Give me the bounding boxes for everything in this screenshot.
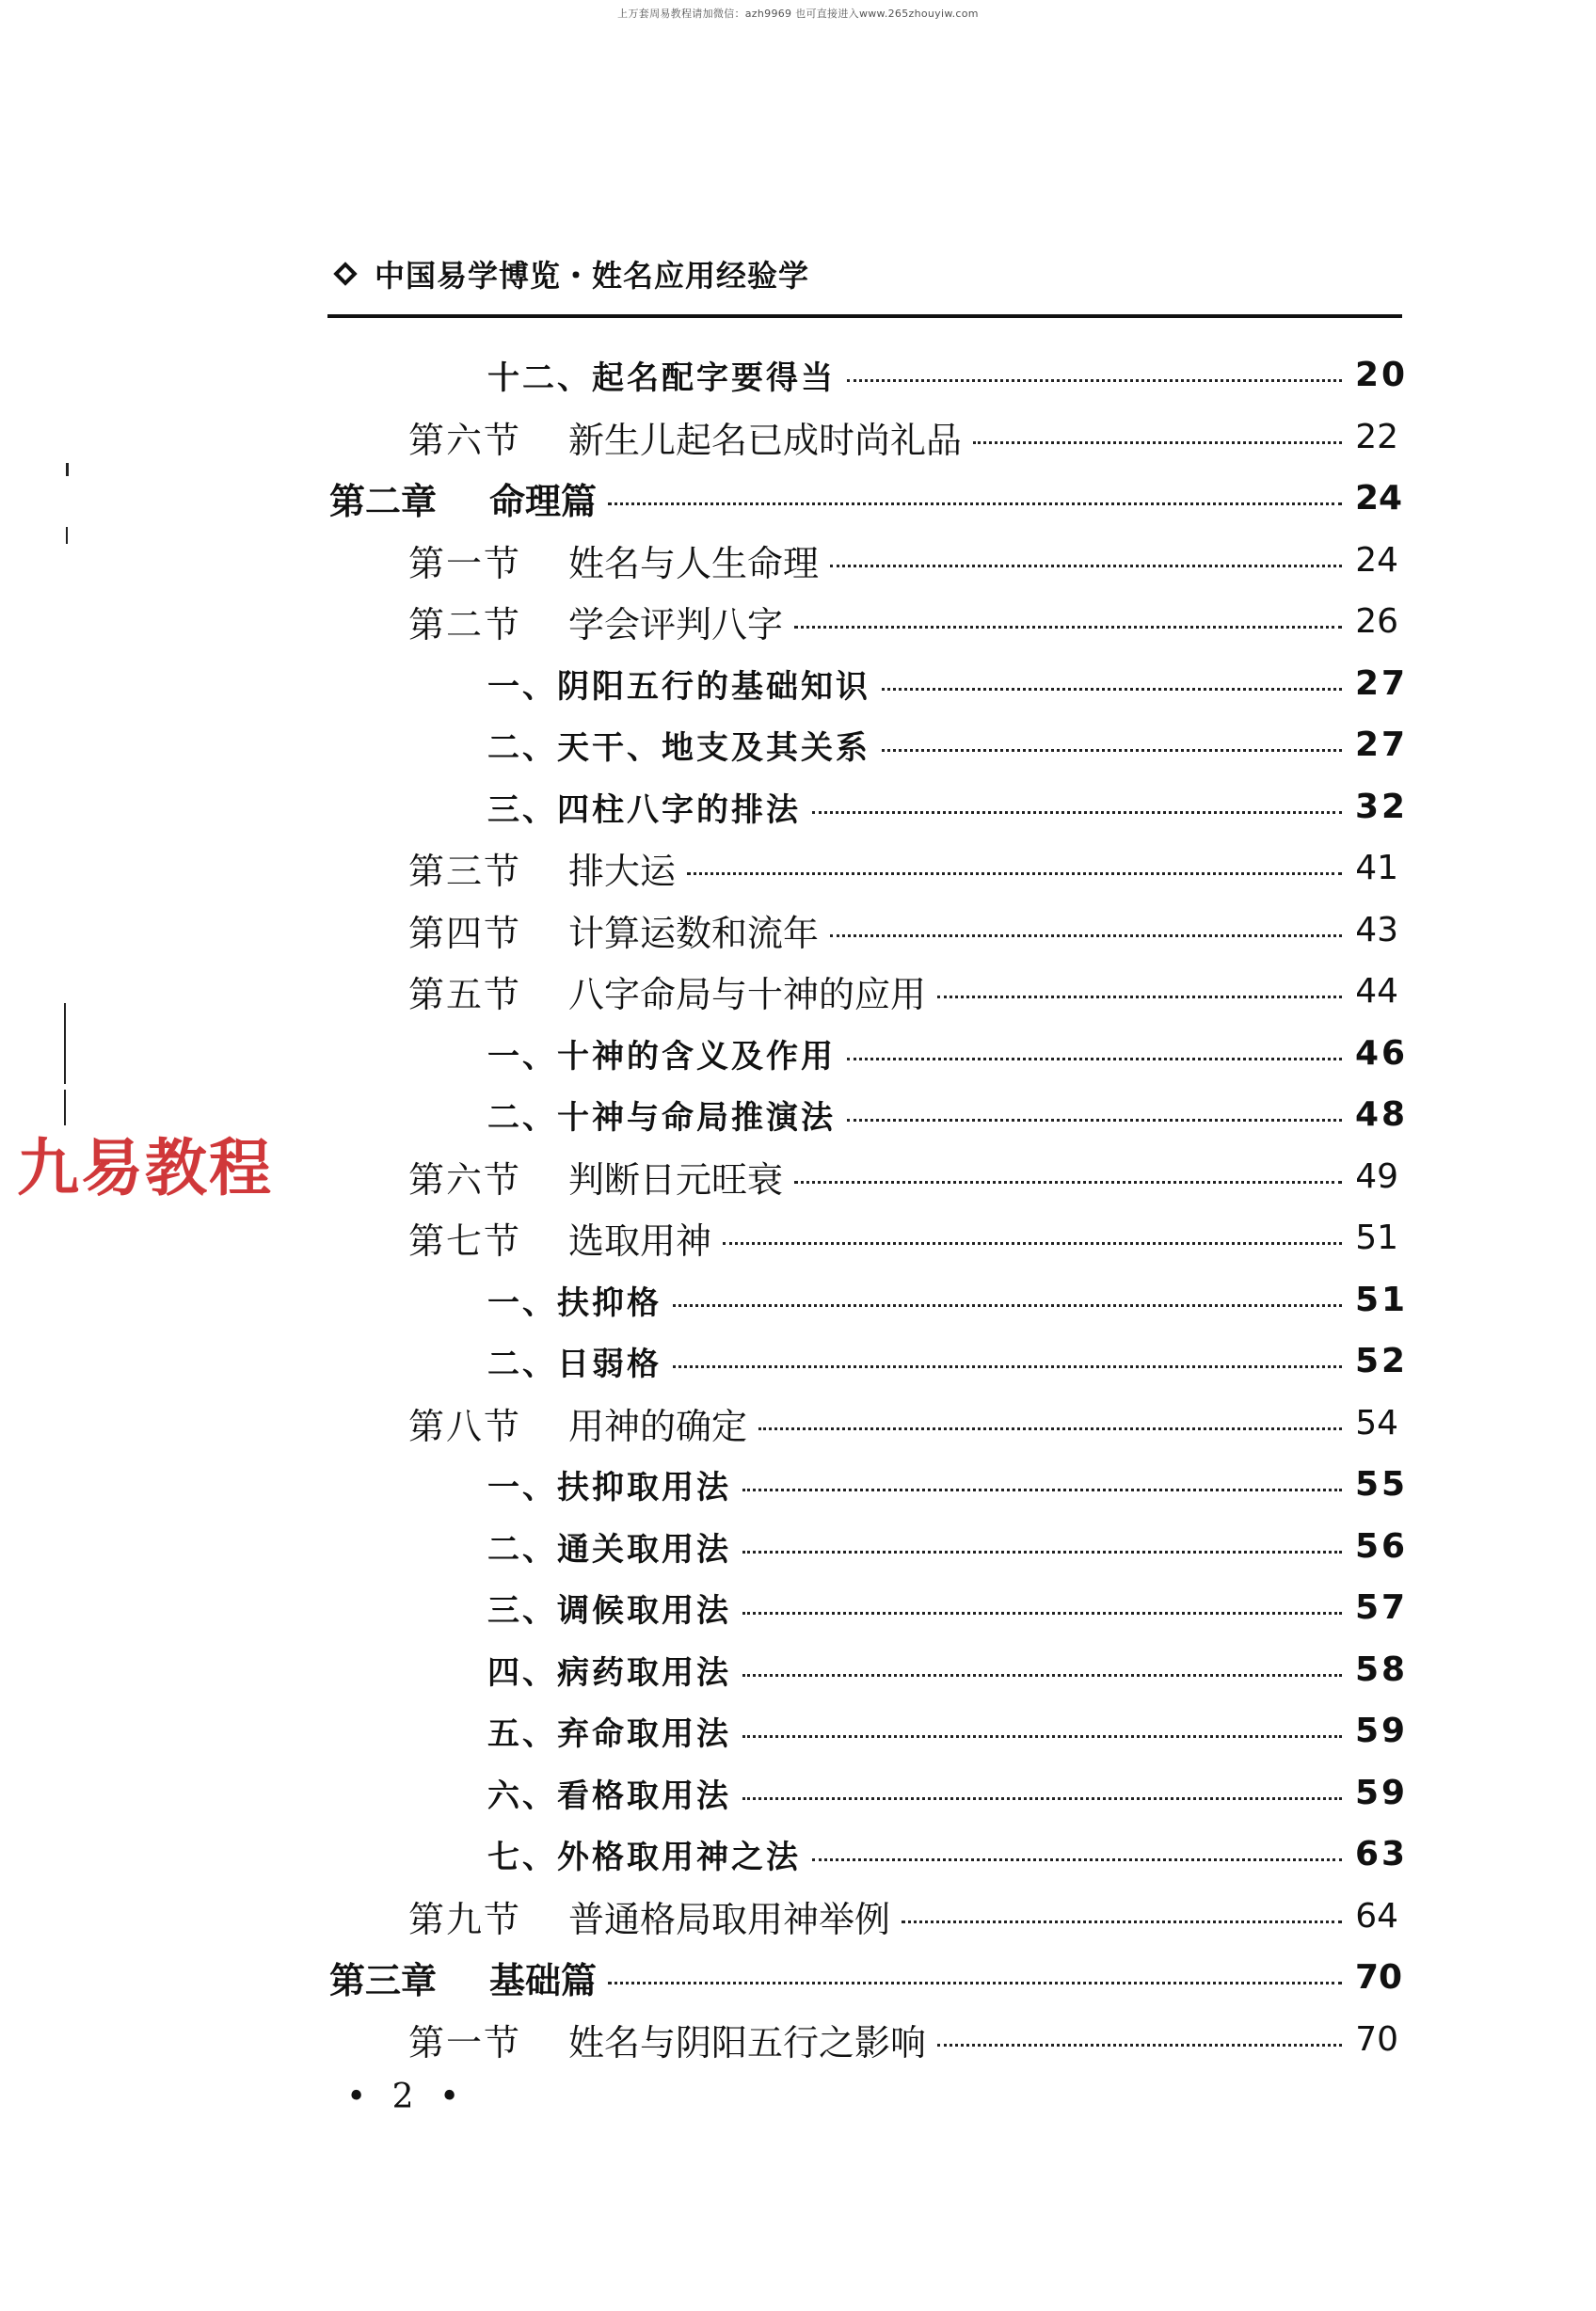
toc-entry-title: 判断日元旺衰: [568, 1158, 784, 1201]
toc-entry: [487, 720, 1409, 769]
toc-entry-page: 51: [1355, 1218, 1398, 1257]
toc-entry-page: 58: [1355, 1650, 1409, 1689]
toc-entry-title: 五、弃命取用法: [487, 1714, 731, 1753]
toc-entry-title: 七、外格取用神之法: [487, 1838, 801, 1876]
toc-entry-title: 一、扶抑取用法: [487, 1468, 731, 1506]
dot-leader: [608, 502, 1342, 505]
toc-entry: [487, 1706, 1409, 1755]
toc-entry-title: 用神的确定: [568, 1405, 748, 1447]
toc-entry-title: 学会评判八字: [568, 603, 784, 645]
toc-entry-page: 51: [1355, 1280, 1409, 1319]
toc-entry-title: 六、看格取用法: [487, 1777, 731, 1815]
diamond-icon: [333, 262, 357, 285]
toc-entry: [408, 1213, 1398, 1262]
watermark: 九易教程: [17, 1132, 273, 1204]
toc-entry-title: 普通格局取用神举例: [568, 1898, 891, 1940]
dot-leader: [937, 996, 1342, 998]
toc-entry-number: 第四节: [408, 912, 522, 954]
toc-entry: [487, 1275, 1409, 1324]
toc-entry: [408, 1891, 1398, 1940]
dot-leader: [847, 1119, 1342, 1122]
toc-entry-page: 59: [1355, 1711, 1409, 1750]
toc-entry-number: 第七节: [408, 1219, 522, 1262]
toc-entry-page: 22: [1355, 417, 1398, 456]
toc-entry: [487, 1336, 1409, 1385]
toc-entry-page: 43: [1355, 910, 1398, 949]
dot-leader: [812, 1858, 1342, 1861]
toc-entry-title: 三、调候取用法: [487, 1591, 731, 1630]
toc-entry-page: 49: [1355, 1156, 1398, 1196]
book-title: 中国易学博览・姓名应用经验学: [375, 258, 810, 294]
dot-leader: [742, 1674, 1342, 1677]
toc-entry: [487, 1583, 1409, 1632]
toc-entry-page: 64: [1355, 1896, 1398, 1936]
toc-entry-title: 二、天干、地支及其关系: [487, 728, 870, 767]
toc-entry-page: 63: [1355, 1834, 1409, 1873]
toc-entry-title: 四、病药取用法: [487, 1653, 731, 1692]
toc-entry: [329, 1952, 1403, 2001]
dot-leader: [902, 1921, 1342, 1923]
dot-leader: [742, 1612, 1342, 1615]
toc-entry-page: 46: [1355, 1033, 1409, 1073]
header-rule: [327, 314, 1402, 318]
toc-entry: [408, 966, 1398, 1015]
toc-entry-title: 二、日弱格: [487, 1345, 662, 1383]
scan-mark: [64, 1090, 66, 1125]
toc-entry-page: 32: [1355, 787, 1409, 826]
dot-leader: [742, 1489, 1342, 1491]
toc-entry: [487, 1459, 1409, 1508]
toc-entry: [487, 1645, 1409, 1694]
scan-mark: [66, 527, 68, 544]
toc-entry-title: 基础篇: [489, 1958, 598, 2001]
toc-entry-number: 第二章: [329, 479, 438, 522]
toc-entry-page: 24: [1355, 540, 1398, 580]
running-header: [329, 252, 1402, 295]
scan-mark: [64, 1003, 66, 1084]
dot-leader: [723, 1242, 1342, 1245]
toc-entry: [408, 905, 1398, 954]
dot-leader: [608, 1982, 1342, 1984]
toc-entry: [329, 473, 1403, 522]
toc-entry-page: 24: [1355, 478, 1403, 518]
toc-entry: [408, 2015, 1398, 2064]
dot-leader: [847, 1058, 1342, 1060]
dot-leader: [794, 1181, 1342, 1184]
dot-leader: [742, 1735, 1342, 1738]
toc-entry-page: 26: [1355, 601, 1398, 641]
toc-entry-number: 第一节: [408, 2021, 522, 2064]
toc-entry-title: 计算运数和流年: [568, 912, 820, 954]
toc-entry-title: 姓名与人生命理: [568, 542, 820, 584]
toc-entry-page: 44: [1355, 971, 1398, 1011]
dot-leader: [882, 749, 1342, 752]
toc-entry-page: 52: [1355, 1341, 1409, 1380]
toc-entry-title: 十二、起名配字要得当: [487, 359, 836, 397]
toc-entry-number: 第九节: [408, 1898, 522, 1940]
toc-entry-title: 一、扶抑格: [487, 1283, 662, 1322]
toc-entry: [408, 1398, 1398, 1447]
toc-entry-title: 选取用神: [568, 1219, 712, 1262]
toc-entry: [487, 1028, 1409, 1077]
scan-mark: [66, 463, 69, 476]
dot-leader: [937, 2044, 1342, 2047]
toc-entry: [408, 535, 1398, 584]
toc-entry-number: 第三节: [408, 850, 522, 892]
toc-entry: [487, 1522, 1409, 1570]
dot-leader: [830, 934, 1342, 937]
toc-entry-number: 第六节: [408, 1158, 522, 1201]
toc-entry-number: 第三章: [329, 1958, 438, 2001]
toc-entry: [487, 1829, 1409, 1878]
toc-entry-page: 56: [1355, 1526, 1409, 1566]
top-note: 上万套周易教程请加微信：azh9969 也可直接进入www.265zhouyiw.com: [617, 8, 979, 20]
page-number: • 2 •: [346, 2078, 468, 2116]
dot-leader: [812, 811, 1342, 814]
toc-entry-page: 70: [1355, 1957, 1403, 1997]
toc-entry-title: 八字命局与十神的应用: [568, 973, 927, 1015]
toc-entry-page: 27: [1355, 663, 1409, 703]
dot-leader: [794, 626, 1342, 629]
toc-entry-title: 一、阴阳五行的基础知识: [487, 667, 870, 706]
toc-entry-number: 第一节: [408, 542, 522, 584]
dot-leader: [742, 1797, 1342, 1800]
dot-leader: [830, 565, 1342, 567]
toc-entry-title: 二、十神与命局推演法: [487, 1098, 836, 1137]
toc-entry-page: 70: [1355, 2019, 1398, 2059]
toc-entry-number: 第六节: [408, 419, 522, 461]
toc-entry: [487, 782, 1409, 831]
toc-entry: [487, 659, 1409, 708]
toc-entry-page: 41: [1355, 848, 1398, 887]
toc-entry-number: 第八节: [408, 1405, 522, 1447]
toc-entry-page: 27: [1355, 725, 1409, 764]
dot-leader: [758, 1427, 1342, 1430]
toc-entry: [487, 1090, 1409, 1139]
dot-leader: [847, 379, 1342, 382]
toc-entry: [408, 843, 1398, 892]
toc-entry-title: 新生儿起名已成时尚礼品: [568, 419, 963, 461]
dot-leader: [742, 1551, 1342, 1554]
dot-leader: [673, 1304, 1342, 1307]
toc-entry-title: 二、通关取用法: [487, 1530, 731, 1569]
toc-entry-title: 一、十神的含义及作用: [487, 1037, 836, 1076]
toc-entry-number: 第五节: [408, 973, 522, 1015]
toc-entry-title: 命理篇: [489, 479, 598, 522]
toc-entry-number: 第二节: [408, 603, 522, 645]
toc-entry-title: 排大运: [568, 850, 677, 892]
toc-entry: [487, 350, 1409, 399]
toc-entry-title: 姓名与阴阳五行之影响: [568, 2021, 927, 2064]
toc-entry-page: 48: [1355, 1094, 1409, 1134]
dot-leader: [973, 441, 1342, 444]
toc-entry: [487, 1768, 1409, 1817]
toc-entry-page: 20: [1355, 355, 1409, 394]
toc-entry: [408, 1152, 1398, 1201]
toc-entry-page: 57: [1355, 1587, 1409, 1627]
toc-entry: [408, 597, 1398, 645]
toc-entry-page: 55: [1355, 1464, 1409, 1504]
toc-entry: [408, 412, 1398, 461]
toc-entry-page: 54: [1355, 1403, 1398, 1442]
toc-entry-page: 59: [1355, 1773, 1409, 1812]
dot-leader: [882, 688, 1342, 691]
dot-leader: [687, 872, 1342, 875]
toc-entry-title: 三、四柱八字的排法: [487, 790, 801, 829]
dot-leader: [673, 1365, 1342, 1368]
